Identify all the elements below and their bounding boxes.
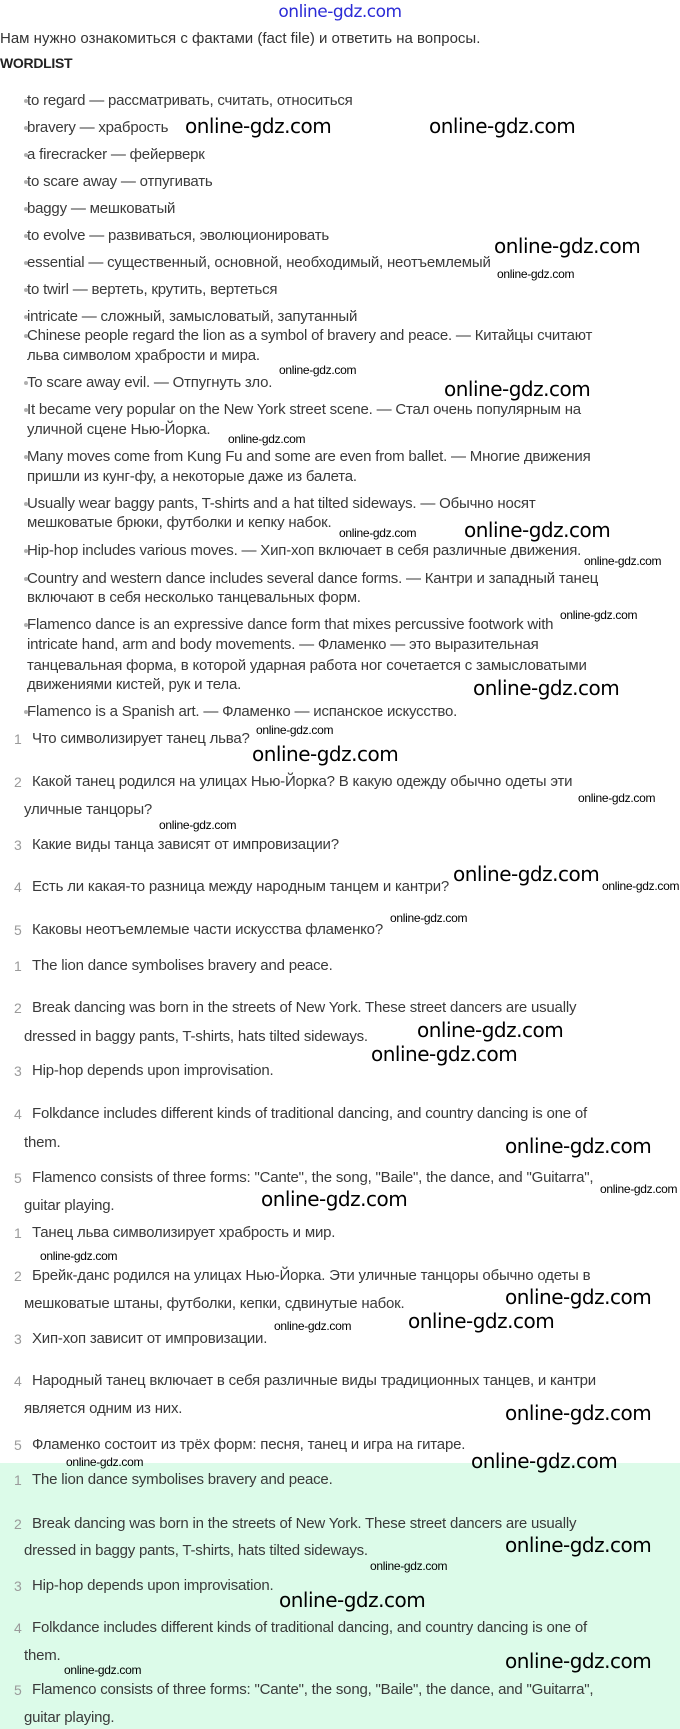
wordlist-item: to scare away — отпугивать: [27, 173, 213, 190]
wordlist-item: Flamenco is a Spanish art. — Фламенко — испанское искусство.: [27, 703, 458, 720]
answer-highlighted: guitar playing.: [24, 1709, 115, 1726]
question: Какой танец родился на улицах Нью-Йорка? В какую одежду обычно одеты эти: [32, 773, 573, 790]
watermark: online-gdz.com: [185, 114, 332, 138]
answer-en: Break dancing was born in the streets of New York. These street dancers are usually: [32, 999, 577, 1016]
watermark: online-gdz.com: [602, 879, 680, 893]
watermark: online-gdz.com: [408, 1309, 555, 1333]
wordlist-item: Usually wear baggy pants, T-shirts and a hat tilted sideways. — Обычно носят: [27, 495, 536, 512]
wordlist-heading: WORDLIST: [0, 55, 73, 71]
watermark: online-gdz.com: [261, 1187, 408, 1211]
wordlist-item: baggy — мешковатый: [27, 200, 176, 217]
answer-en: Folkdance includes different kinds of traditional dancing, and country dancing is one of: [32, 1105, 587, 1122]
watermark: online-gdz.com: [339, 526, 417, 540]
answer-highlighted: The lion dance symbolises bravery and peace.: [32, 1471, 333, 1488]
answer-en: Flamenco consists of three forms: "Cante", the song, "Baile", the dance, and "Guitarra",: [32, 1169, 594, 1186]
wordlist-item: включают в себя несколько танцевальных форм.: [27, 589, 361, 606]
question: Каковы неотъемлемые части искусства фламенко?: [32, 921, 383, 938]
wordlist-item: льва символом храбрости и мира.: [27, 347, 260, 364]
watermark: online-gdz.com: [473, 676, 620, 700]
wordlist-item: To scare away evil. — Отпугнуть зло.: [27, 374, 273, 391]
answer-ru-number: 4: [14, 1373, 22, 1389]
wordlist-item: Chinese people regard the lion as a symbol of bravery and peace. — Китайцы считают: [27, 327, 593, 344]
answer-highlighted: Hip-hop depends upon improvisation.: [32, 1577, 274, 1594]
watermark: online-gdz.com: [494, 234, 641, 258]
answer-ru-number: 3: [14, 1331, 22, 1347]
wordlist-item: Country and western dance includes several dance forms. — Кантри и западный танец: [27, 570, 599, 587]
watermark: online-gdz.com: [444, 377, 591, 401]
question-number: 2: [14, 774, 22, 790]
watermark: online-gdz.com: [252, 742, 399, 766]
answer-ru-number: 1: [14, 1225, 22, 1241]
watermark: online-gdz.com: [279, 1588, 426, 1612]
answer-highlighted-number: 5: [14, 1682, 22, 1698]
answer-ru: Народный танец включает в себя различные виды традиционных танцев, и кантри: [32, 1372, 596, 1389]
answer-en: dressed in baggy pants, T-shirts, hats tilted sideways.: [24, 1028, 368, 1045]
watermark: online-gdz.com: [584, 554, 662, 568]
watermark: online-gdz.com: [600, 1182, 678, 1196]
answer-ru: Фламенко состоит из трёх форм: песня, танец и игра на гитаре.: [32, 1436, 466, 1453]
wordlist-item: пришли из кунг-фу, а некоторые даже из балета.: [27, 468, 357, 485]
answer-ru: мешковатые штаны, футболки, кепки, сдвинутые набок.: [24, 1295, 405, 1312]
wordlist-item: Hip-hop includes various moves. — Хип-хоп включает в себя различные движения.: [27, 542, 582, 559]
watermark: online-gdz.com: [453, 862, 600, 886]
watermark: online-gdz.com: [464, 518, 611, 542]
watermark: online-gdz.com: [471, 1449, 618, 1473]
watermark: online-gdz.com: [390, 911, 468, 925]
watermark: online-gdz.com: [371, 1042, 518, 1066]
wordlist-item: It became very popular on the New York street scene. — Стал очень популярным на: [27, 401, 581, 418]
answer-highlighted: Flamenco consists of three forms: "Cante", the song, "Baile", the dance, and "Guitarra",: [32, 1681, 594, 1698]
watermark: online-gdz.com: [279, 363, 357, 377]
answer-highlighted: Folkdance includes different kinds of traditional dancing, and country dancing is one of: [32, 1619, 587, 1636]
answer-en: them.: [24, 1134, 61, 1151]
watermark: online-gdz.com: [505, 1649, 652, 1673]
wordlist-item: essential — существенный, основной, необходимый, неотъемлемый: [27, 254, 491, 271]
watermark: online-gdz.com: [417, 1018, 564, 1042]
wordlist-item: a firecracker — фейерверк: [27, 146, 205, 163]
answer-en: guitar playing.: [24, 1197, 115, 1214]
answer-en: Hip-hop depends upon improvisation.: [32, 1062, 274, 1079]
wordlist-item: уличной сцене Нью-Йорка.: [27, 421, 211, 438]
answer-highlighted: Break dancing was born in the streets of New York. These street dancers are usually: [32, 1515, 577, 1532]
task-intro: Нам нужно ознакомиться с фактами (fact file) и ответить на вопросы.: [0, 30, 481, 47]
answer-en-number: 2: [14, 1000, 22, 1016]
watermark: online-gdz.com: [256, 723, 334, 737]
watermark: online-gdz.com: [505, 1134, 652, 1158]
wordlist-item: мешковатые брюки, футболки и кепку набок.: [27, 514, 332, 531]
watermark: online-gdz.com: [64, 1663, 142, 1677]
question: уличные танцоры?: [24, 801, 153, 818]
watermark: online-gdz.com: [228, 432, 306, 446]
wordlist-item: Many moves come from Kung Fu and some are even from ballet. — Многие движения: [27, 448, 591, 465]
wordlist-item: to twirl — вертеть, крутить, вертеться: [27, 281, 278, 298]
answer-ru-number: 2: [14, 1268, 22, 1284]
answer-en-number: 5: [14, 1170, 22, 1186]
watermark: online-gdz.com: [497, 267, 575, 281]
answer-ru: Танец льва символизирует храбрость и мир.: [32, 1224, 336, 1241]
site-logo-watermark: online-gdz.com: [278, 2, 402, 22]
answer-highlighted-number: 4: [14, 1620, 22, 1636]
watermark: online-gdz.com: [505, 1533, 652, 1557]
answer-en: The lion dance symbolises bravery and peace.: [32, 957, 333, 974]
watermark: online-gdz.com: [505, 1401, 652, 1425]
wordlist-item: bravery — храбрость: [27, 119, 169, 136]
question-number: 4: [14, 879, 22, 895]
answer-highlighted-number: 2: [14, 1516, 22, 1532]
question-number: 5: [14, 922, 22, 938]
answer-ru: является одним из них.: [24, 1400, 183, 1417]
answer-highlighted-number: 3: [14, 1578, 22, 1594]
watermark: online-gdz.com: [40, 1249, 118, 1263]
wordlist-item: to regard — рассматривать, считать, относиться: [27, 92, 353, 109]
watermark: online-gdz.com: [578, 791, 656, 805]
wordlist-item: танцевальная форма, в которой ударная работа ног сочетается с замысловатыми: [27, 657, 587, 674]
answer-highlighted-number: 1: [14, 1472, 22, 1488]
watermark: online-gdz.com: [505, 1285, 652, 1309]
watermark: online-gdz.com: [66, 1455, 144, 1469]
wordlist-item: to evolve — развиваться, эволюционировать: [27, 227, 329, 244]
answer-en-number: 3: [14, 1063, 22, 1079]
answer-ru: Брейк-данс родился на улицах Нью-Йорка. Эти уличные танцоры обычно одеты в: [32, 1267, 591, 1284]
wordlist-item: intricate — сложный, замысловатый, запутанный: [27, 308, 358, 325]
question: Какие виды танца зависят от импровизации?: [32, 836, 339, 853]
answer-en-number: 4: [14, 1106, 22, 1122]
wordlist-item: Flamenco dance is an expressive dance form that mixes percussive footwork with: [27, 616, 554, 633]
question-number: 1: [14, 731, 22, 747]
watermark: online-gdz.com: [274, 1319, 352, 1333]
answer-ru-number: 5: [14, 1437, 22, 1453]
answer-highlighted: them.: [24, 1647, 61, 1664]
answer-ru: Хип-хоп зависит от импровизации.: [32, 1330, 268, 1347]
question-number: 3: [14, 837, 22, 853]
question: Что символизирует танец льва?: [32, 730, 250, 747]
watermark: online-gdz.com: [429, 114, 576, 138]
wordlist-item: intricate hand, arm and body movements. — Фламенко — это выразительная: [27, 636, 539, 653]
watermark: online-gdz.com: [370, 1559, 448, 1573]
question: Есть ли какая-то разница между народным танцем и кантри?: [32, 878, 450, 895]
wordlist-item: движениями кистей, рук и тела.: [27, 676, 242, 693]
watermark: online-gdz.com: [560, 608, 638, 622]
watermark: online-gdz.com: [159, 818, 237, 832]
answer-en-number: 1: [14, 958, 22, 974]
answer-highlighted: dressed in baggy pants, T-shirts, hats tilted sideways.: [24, 1542, 368, 1559]
